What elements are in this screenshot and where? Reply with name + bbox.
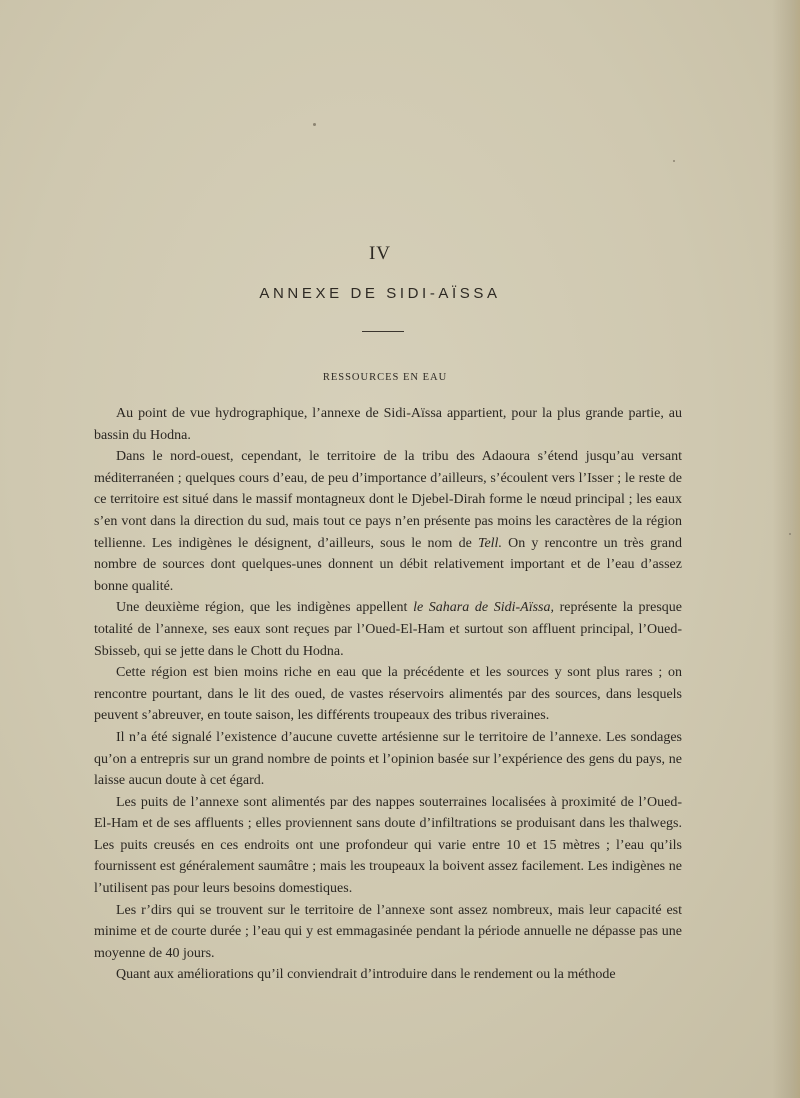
paragraph xyxy=(94,727,682,792)
paragraph-text: Dans le nord-ouest, cependant, le territoire de la tribu des Adaoura s’étend jusqu’au versant méditerranéen ; quelques cours d’eau, de peu d’importance d’ailleurs, s’écoulent vers l’Isser ; le reste de ce territoire est situé dans le massif montagneux dont le Djebel-Dirah forme le nœud principal ; les eaux s’en vont dans la direction du sud, mais tout ce pays n’en présente pas moins les caractères de la région tellienne. Les indigènes le désignent, d’ailleurs, sous le nom de xyxy=(94,449,682,551)
paragraph-text: On y rencontre un très grand nombre de sources dont quelques-unes donnent un débit relativement important et de l’eau d’assez bonne qualité. xyxy=(94,535,682,594)
body-text xyxy=(94,403,682,986)
paragraph-text: Les puits de l’annexe sont alimentés par des nappes souterraines localisées à proximité de l’Oued-El-Ham et de ses affluents ; elles proviennent sans doute d’infiltrations se produisant dans les thalwegs. Les puits creusés en ces endroits ont une profondeur qui varie entre 10 et 15 mètres ; l’eau qu’ils fournissent est généralement saumâtre ; mais les troupeaux la boivent assez facilement. Les indigènes ne l’utilisent pas pour leurs besoins domestiques. xyxy=(94,794,682,897)
paragraph-text: Au point de vue hydrographique, l’annexe de Sidi-Aïssa appartient, pour la plus grande partie, au bassin du Hodna. xyxy=(94,406,682,443)
paper-edge-shadow xyxy=(772,0,800,1098)
paragraph xyxy=(94,403,682,446)
paragraph xyxy=(94,900,682,965)
paragraph-italic: le Sahara de Sidi-Aïssa, xyxy=(413,600,554,616)
paragraph-text: Une deuxième région, que les indigènes appellent xyxy=(116,600,414,616)
paper-speck xyxy=(673,160,675,162)
paragraph-text: Cette région est bien moins riche en eau que la précédente et les sources y sont plus rares ; on rencontre pourtant, dans le lit des oued, de vastes réservoirs alimentés par des sources, dans lesquels peuvent s’abreuver, en toute saison, les différents troupeaux des tribus riveraines. xyxy=(94,665,682,724)
paragraph-text: Quant aux améliorations qu’il conviendrait d’introduire dans le rendement ou la méthode xyxy=(116,967,616,983)
chapter-title: ANNEXE DE SIDI-AÏSSA xyxy=(259,285,501,302)
paragraph-text: Les r’dirs qui se trouvent sur le territoire de l’annexe sont assez nombreux, mais leur capacité est minime et de courte durée ; l’eau qui y est emmagasinée pendant la période annuelle ne dépasse pas une moyenne de 40 jours. xyxy=(94,902,682,961)
paper-speck xyxy=(313,123,316,126)
paragraph-text: Il n’a été signalé l’existence d’aucune cuvette artésienne sur le territoire de l’annexe. Les sondages qu’on a entrepris sur un grand nombre de points et l’opinion basée sur l’expérience des gens du pays, ne laisse aucun doute à cet égard. xyxy=(94,729,682,789)
paragraph-text: représente la presque totalité de l’annexe, ses eaux sont reçues par l’Oued-El-Ham et surtout son affluent principal, l’Oued-Sbisseb, qui se jette dans le Chott du Hodna. xyxy=(94,600,682,659)
chapter-number: IV xyxy=(368,243,392,264)
paragraph xyxy=(94,792,682,900)
paragraph xyxy=(94,662,682,727)
paragraph xyxy=(94,446,682,597)
paragraph-italic: Tell. xyxy=(477,535,502,551)
paper-speck xyxy=(789,533,791,535)
title-divider xyxy=(362,331,404,332)
section-title: RESSOURCES EN EAU xyxy=(322,372,448,383)
paragraph xyxy=(94,597,682,662)
paragraph xyxy=(94,964,682,986)
